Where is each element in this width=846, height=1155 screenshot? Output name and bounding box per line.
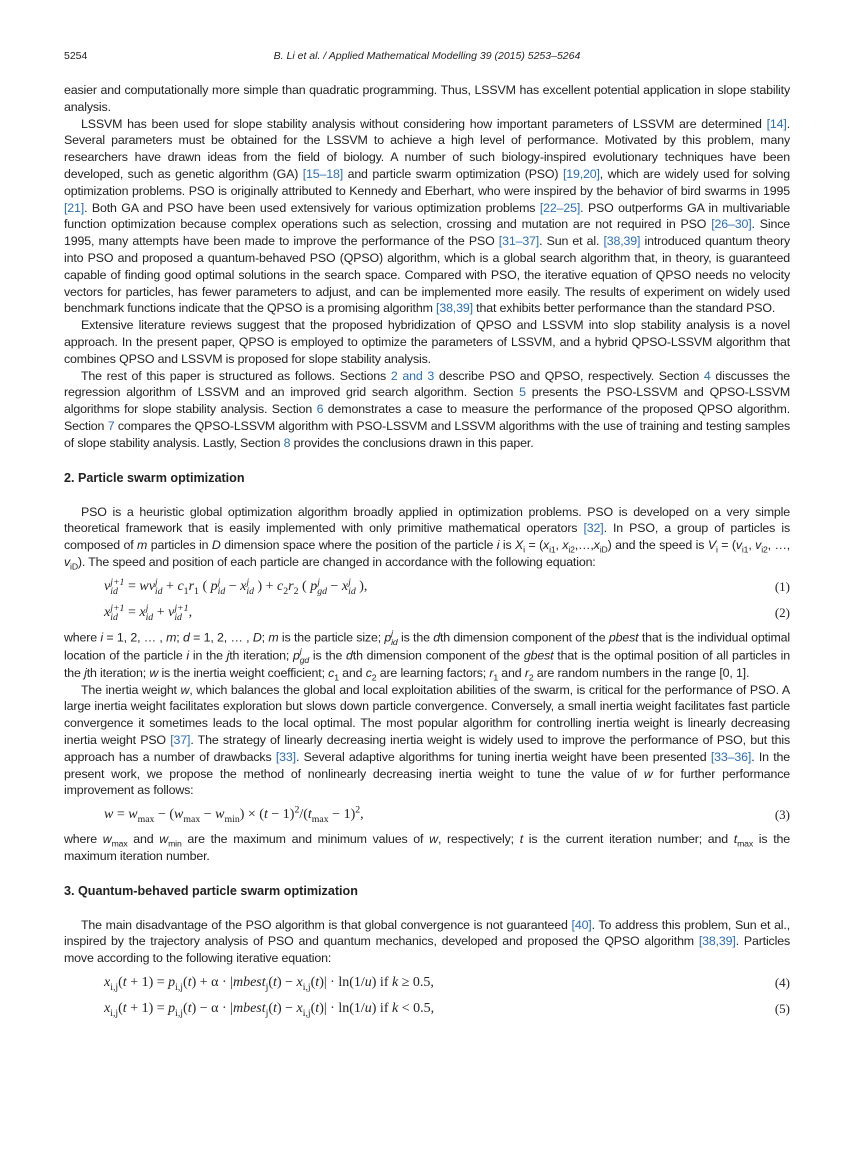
sub-superscript [174, 604, 188, 622]
text-run: and [498, 665, 525, 680]
math-variable: w [429, 832, 438, 847]
text-run: th dimension component of the [352, 648, 524, 662]
text-run: = ( [524, 538, 544, 553]
math-variable: w [102, 832, 112, 847]
math-variable: t [122, 975, 127, 991]
text-run: ) − [276, 975, 297, 991]
superscript: j [246, 576, 250, 588]
math-variable: wv [139, 578, 155, 594]
subscript: i,j [302, 981, 311, 993]
text-run: − [225, 578, 241, 594]
subscript: i2 [761, 544, 768, 555]
superscript: j+1 [110, 602, 125, 614]
subscript: i,j [302, 1007, 311, 1019]
text-run: = ( [717, 538, 736, 553]
subscript: 1 [334, 672, 339, 683]
math-variable: p [293, 648, 300, 662]
reference-link[interactable]: [21] [64, 200, 85, 215]
superscript: j+1 [110, 576, 125, 588]
math-variable: gbest [523, 648, 554, 662]
text-run: , respectively; [437, 832, 520, 847]
section-heading: 2. Particle swarm optimization [64, 470, 245, 485]
math-variable: w [149, 665, 159, 680]
text-run: LSSVM has been used for slope stability analysis without considering how important parameters of LSSVM are determined [81, 116, 767, 131]
text-run: ) and the speed is [607, 538, 708, 553]
subscript: 2 [528, 672, 534, 683]
text-run: = [124, 604, 140, 620]
text-run: , which are widely used for solving optimization problems. PSO is originally attributed to Kennedy and Eberhart, who were inspired by the behavior of bird swarms in 1995 [64, 166, 790, 198]
text-run: ( [118, 975, 123, 991]
reference-link[interactable]: [33] [275, 749, 296, 764]
math-variable: t [733, 832, 738, 847]
text-run: . Particles move according to the following iterative equation: [64, 934, 790, 966]
text-run: is the inertia weight coefficient; [158, 665, 329, 680]
math-variable: w [159, 832, 169, 847]
superscript: j [217, 576, 221, 588]
superscript: 2 [294, 804, 300, 816]
reference-link[interactable]: 8 [283, 435, 291, 450]
running-header [64, 50, 790, 66]
subscript: id [110, 585, 118, 597]
text-run: − 1) [267, 807, 295, 823]
reference-link[interactable]: [40] [571, 917, 592, 932]
text-run: is the [397, 630, 434, 644]
reference-link[interactable]: [37] [170, 732, 191, 747]
subscript: id [145, 611, 154, 623]
math-variable: t [187, 1001, 192, 1017]
article-body [64, 82, 790, 1019]
text-run: is the maximum iteration number. [64, 832, 790, 863]
text-run: ; [261, 630, 269, 644]
math-variable: V [707, 538, 716, 553]
subscript: id [174, 611, 182, 623]
superscript: j [154, 576, 158, 588]
text-run: ( [310, 1001, 316, 1017]
text-run: for further performance improvement as follows: [64, 766, 790, 798]
text-run: . Several parameters must be obtained for the LSSVM to achieve a high level of performance. Motivated by this problem, many researchers have drawn ideas from the field of biology. A number of such biology-inspired evolutionary techniques have been developed, such as genetic algorithm (GA) [64, 116, 790, 181]
page-number: 5254 [64, 50, 88, 62]
text-run: + [153, 604, 169, 620]
text-run: . Both GA and PSO have been used extensively for various optimization problems [84, 200, 540, 215]
text-run: that is the individual optimal location of the particle [64, 630, 790, 662]
text-run: − [200, 807, 216, 823]
math-variable: t [307, 807, 312, 823]
math-variable: i [100, 630, 104, 644]
sub-superscript [155, 578, 163, 596]
subscript: 1 [183, 585, 189, 597]
math-variable: m [166, 630, 177, 644]
text-run: − 1) [328, 807, 356, 823]
reference-link[interactable]: 2 and 3 [390, 368, 435, 383]
subscript: max [737, 838, 753, 849]
subscript: i1 [549, 544, 556, 555]
text-run: + 1) = [126, 975, 169, 991]
superscript: j [299, 645, 302, 656]
math-variable: c [328, 665, 335, 680]
text-run: /( [299, 807, 308, 823]
math-variable: w [643, 766, 653, 781]
subscript: i1 [741, 544, 749, 555]
text-run: . Since 1995, many attempts have been made to improve the performance of the PSO [64, 217, 790, 249]
reference-link[interactable]: [38,39] [603, 234, 641, 249]
subscript: max [111, 838, 128, 849]
text-run: ( [118, 1001, 123, 1017]
text-run: = 1, 2, … , [189, 630, 253, 644]
text-run: discusses the regression algorithm of LSSVM and an improved grid search algorithm. Section [64, 368, 790, 400]
text-run: ) + [253, 578, 278, 594]
math-variable: pbest [608, 630, 639, 644]
reference-link[interactable]: [19,20] [562, 166, 600, 181]
paragraph [64, 504, 790, 571]
text-run: ( [298, 578, 311, 594]
text-run: The main disadvantage of the PSO algorithm is that global convergence is not guaranteed [81, 917, 572, 932]
math-variable: x [296, 1001, 303, 1017]
subscript: gd [317, 585, 327, 597]
paragraph [64, 682, 790, 800]
math-variable: k [391, 975, 399, 991]
reference-link[interactable]: [38,39] [698, 934, 736, 949]
text-run: ( [268, 975, 274, 991]
paragraph [64, 917, 790, 967]
section-heading: 3. Quantum-behaved particle swarm optimization [64, 883, 358, 898]
text-run: and [338, 665, 366, 680]
text-run: PSO is a heuristic global optimization algorithm broadly applied in optimization problems. PSO is developed on a very simple theoretical framework that is easily implemented with only primitive mathematical operators [64, 504, 790, 536]
math-variable: t [315, 975, 320, 991]
equation-number: (5) [774, 1001, 790, 1017]
text-run: ≥ 0.5, [398, 975, 434, 991]
text-run: − [327, 578, 342, 594]
superscript: 2 [355, 804, 361, 816]
reference-link[interactable]: [26–30] [711, 217, 752, 232]
text-run: th iteration; [86, 665, 150, 680]
reference-link[interactable]: [15–18] [302, 166, 344, 181]
equation-number: (3) [774, 807, 790, 823]
math-variable: t [519, 832, 524, 847]
text-run: < 0.5, [398, 1001, 435, 1017]
math-variable: v [735, 538, 742, 553]
text-run: − ( [154, 807, 175, 823]
text-run: demonstrates a case to measure the performance of the proposed QPSO algorithm. Section [64, 402, 790, 433]
subscript: max [311, 813, 329, 825]
reference-link[interactable]: [38,39] [436, 301, 473, 316]
subscript: j [265, 981, 269, 993]
paragraph [64, 82, 790, 116]
math-variable: mbest [232, 1001, 266, 1017]
math-variable: c [177, 578, 184, 594]
math-variable: x [562, 538, 569, 553]
text-run: . Sun et al. [539, 234, 604, 249]
subscript: i [523, 544, 525, 555]
text-run: and [127, 832, 160, 847]
text-run: particles in [147, 538, 212, 553]
text-run: )| · ln(1/ [319, 1001, 365, 1017]
equation-number: (2) [774, 604, 790, 620]
text-run: The rest of this paper is structured as follows. Sections [81, 368, 391, 383]
superscript: j [348, 576, 351, 588]
subscript: 2 [293, 585, 299, 597]
reference-link[interactable]: 5 [519, 385, 526, 400]
subscript: i,j [175, 981, 184, 993]
math-variable: p [168, 1001, 176, 1017]
text-run: ) − [276, 1001, 297, 1017]
text-run: = [113, 807, 129, 823]
text-run: Extensive literature reviews suggest that the proposed hybridization of QPSO and LSSVM into slop stability analysis is a novel approach. In the present paper, QPSO is employed to optimize the parameters of LSSVM, and a hybrid QPSO-LSSVM algorithm that combines QPSO and LSSVM is proposed for slope stability analysis. [64, 318, 790, 366]
math-variable: d [346, 648, 353, 662]
text-run: . In PSO, a group of particles is composed of [64, 521, 790, 553]
text-run: ). The speed and position of each particle are changed in accordance with the following equation: [77, 554, 596, 569]
text-run: = 1, 2, … , [103, 630, 167, 644]
math-variable: j [226, 648, 230, 662]
text-run: ( [310, 975, 316, 991]
math-variable: w [180, 682, 190, 697]
math-variable: r [188, 578, 195, 594]
text-run: in the [189, 648, 227, 662]
superscript: j [317, 576, 320, 588]
math-variable: c [277, 578, 284, 594]
math-variable: p [168, 975, 176, 991]
math-variable: v [168, 604, 175, 620]
subscript: id [246, 585, 254, 597]
math-variable: x [240, 578, 247, 594]
equation [64, 805, 790, 825]
text-run: The inertia weight [81, 682, 181, 697]
superscript: j [391, 627, 393, 638]
text-run: presents the PSO-LSSVM and QPSO-LSSVM algorithms for slope stability analysis. Section [64, 385, 791, 417]
paragraph [64, 317, 790, 367]
reference-link[interactable]: [22–25] [539, 200, 581, 215]
math-variable: w [174, 807, 184, 823]
math-variable: x [104, 1001, 111, 1017]
text-run: ) if [371, 975, 392, 991]
text-run: . To address this problem, Sun et al., inspired by the trajectory analysis of PSO and quantum mechanics, developed and proposed the QPSO algorithm [64, 917, 790, 949]
text-run: + 1) = [126, 1001, 169, 1017]
math-variable: i [496, 538, 500, 553]
text-run: where [64, 630, 101, 644]
subscript: i,j [110, 981, 119, 993]
text-run: = [124, 578, 140, 594]
reference-link[interactable]: 7 [107, 418, 115, 433]
text-run: and particle swarm optimization (PSO) [343, 166, 563, 181]
reference-link[interactable]: [32] [583, 521, 604, 536]
text-run: . In the present work, we propose the method of nonlinearly decreasing inertia weight to tune the value of [64, 749, 790, 781]
equation [64, 999, 790, 1019]
text-run: is [499, 538, 516, 553]
superscript: j+1 [174, 602, 189, 614]
sub-superscript [246, 578, 254, 596]
math-variable: x [104, 604, 111, 620]
text-run: th iteration; [229, 648, 293, 662]
math-variable: X [515, 538, 524, 553]
math-variable: d [433, 630, 440, 644]
text-run: is the current iteration number; and [523, 832, 734, 847]
text-run: are random numbers in the range [0, 1]. [533, 665, 750, 680]
math-variable: D [252, 630, 262, 644]
text-run: th dimension component of the [439, 630, 609, 644]
sub-superscript [110, 604, 124, 622]
subscript: 1 [194, 585, 199, 597]
equation-number: (4) [774, 975, 790, 991]
subscript: i [715, 544, 718, 555]
subscript: id [391, 636, 398, 647]
math-variable: i [186, 648, 190, 662]
text-run: . Several adaptive algorithms for tuning inertia weight have been presented [295, 749, 711, 764]
text-run: ( [183, 975, 188, 991]
subscript: 2 [283, 585, 289, 597]
journal-citation: B. Li et al. / Applied Mathematical Modelling 39 (2015) 5253–5264 [273, 50, 581, 62]
math-variable: v [755, 538, 762, 553]
subscript: 2 [371, 672, 377, 683]
math-variable: k [391, 1001, 399, 1017]
reference-link[interactable]: 6 [316, 402, 324, 417]
math-variable: t [273, 975, 277, 991]
sub-superscript [348, 578, 356, 596]
subscript: j [265, 1007, 269, 1019]
text-run: ; [176, 630, 183, 644]
paper-page [64, 50, 790, 1025]
math-variable: w [215, 807, 225, 823]
math-variable: t [273, 1001, 277, 1017]
reference-link[interactable]: [31–37] [498, 234, 540, 249]
text-run: are learning factors; [376, 665, 490, 680]
math-variable: r [489, 665, 494, 680]
math-variable: m [268, 630, 279, 644]
math-variable: p [310, 578, 318, 594]
text-run: . The strategy of linearly decreasing inertia weight is widely used to improve the performance of PSO, but this approach has a number of drawbacks [64, 732, 790, 764]
math-variable: m [137, 538, 148, 553]
text-run: ) − α · | [191, 1001, 233, 1017]
text-run: , …, [767, 538, 791, 553]
text-run: dimension space where the position of the particle [220, 538, 497, 553]
equation-number: (1) [774, 578, 790, 594]
math-variable: r [524, 665, 529, 680]
subscript: id [154, 585, 163, 597]
math-variable: u [364, 975, 372, 991]
subscript: max [137, 813, 155, 825]
subscript: id [348, 585, 356, 597]
equation [64, 973, 790, 993]
text-run: are the maximum and minimum values of [181, 832, 430, 847]
text-run: . PSO outperforms GA in multivariable function optimization because complex operations such as selection, crossing and mutation are not required in PSO [64, 200, 791, 232]
math-variable: v [104, 578, 111, 594]
text-run: easier and computationally more simple than quadratic programming. Thus, LSSVM has excellent potential application in slope stability analysis. [64, 83, 790, 114]
math-variable: t [187, 975, 192, 991]
math-variable: d [182, 630, 190, 644]
math-variable: t [122, 1001, 127, 1017]
math-variable: x [543, 538, 550, 553]
subscript: 1 [493, 672, 499, 683]
equation [64, 577, 790, 597]
math-variable: x [296, 975, 303, 991]
subscript: min [224, 813, 240, 825]
subscript: i,j [110, 1007, 119, 1019]
reference-link[interactable]: [33–36] [710, 749, 752, 764]
text-run: ( [268, 1001, 274, 1017]
subscript: iD [70, 561, 78, 572]
text-run: ( [183, 1001, 188, 1017]
text-run: , which balances the global and local exploitation abilities of the swarm, is critical for the performance of PSO. A large inertia weight facilitates exploration but slows down particle convergence. Conversely, a small inertia weight facilitates fast particle convergence it sometimes leads to the local optimal. The most popular algorithm for controlling inertia weight is linearly decreasing inertia weight PSO [64, 682, 790, 747]
paragraph [64, 629, 790, 682]
math-variable: D [211, 538, 221, 553]
paragraph [64, 368, 790, 452]
math-variable: x [593, 538, 600, 553]
text-run: ,…, [574, 538, 594, 553]
text-run: )| · ln(1/ [319, 975, 365, 991]
paragraph [64, 831, 790, 865]
text-run: describe PSO and QPSO, respectively. Section [434, 368, 704, 383]
math-variable: x [341, 578, 349, 594]
math-variable: c [365, 665, 372, 680]
text-run: ( [198, 578, 211, 594]
subscript: id [110, 611, 118, 623]
text-run: , [188, 604, 193, 620]
text-run: introduced quantum theory into PSO and proposed a quantum-behaved PSO (QPSO) algorithm, which is a global search algorithm that, in theory, is guaranteed capable of finding good optimal solutions in the search space. Compared with PSO, the iterative equation of QPSO needs no velocity vectors for particles, has fewer parameters to adjust, and can be implemented more easily. The results of experiment on widely used benchmark functions indicate that the QPSO is a promising algorithm [64, 234, 790, 316]
sub-superscript [110, 578, 124, 596]
text-run: that exhibits better performance than the standard PSO. [472, 301, 776, 316]
subscript: i2 [568, 544, 575, 555]
math-variable: j [84, 665, 87, 680]
math-variable: w [128, 807, 138, 823]
text-run: ) × ( [239, 807, 264, 823]
subscript: iD [599, 544, 608, 555]
text-run: that is the optimal position of all particles in the [64, 648, 790, 680]
sub-superscript [317, 578, 327, 596]
subscript: min [168, 838, 182, 849]
math-variable: t [263, 807, 268, 823]
text-run: ), [355, 578, 368, 594]
subscript: i,j [175, 1007, 184, 1019]
sub-superscript [300, 647, 309, 665]
text-run: is the particle size; [278, 630, 385, 644]
subscript: gd [299, 654, 310, 665]
text-run: is the [309, 648, 347, 662]
text-run: compares the QPSO-LSSVM algorithm with PSO-LSSVM and LSSVM algorithms with the use of training and testing samples of slope stability analysis. Lastly, Section [64, 418, 790, 450]
text-run: , [748, 538, 756, 553]
text-run: + [162, 578, 178, 594]
math-variable: t [315, 1001, 320, 1017]
subscript: id [217, 585, 226, 597]
math-variable: v [64, 554, 71, 569]
paragraph [64, 116, 790, 318]
math-variable: p [384, 630, 392, 644]
math-variable: w [104, 807, 114, 823]
text-run: ) + α · | [191, 975, 233, 991]
math-variable: x [104, 975, 111, 991]
math-variable: u [364, 1001, 372, 1017]
text-run: , [360, 807, 364, 823]
math-variable: r [288, 578, 294, 594]
math-variable: mbest [232, 975, 266, 991]
equation [64, 603, 790, 623]
math-variable: x [139, 604, 146, 620]
reference-link[interactable]: [14] [766, 116, 787, 131]
text-run: provides the conclusions drawn in this paper. [290, 435, 534, 450]
superscript: j [145, 602, 149, 614]
text-run: where [64, 832, 103, 847]
subscript: max [183, 813, 201, 825]
reference-link[interactable]: 4 [703, 368, 711, 383]
text-run: , [555, 538, 563, 553]
math-variable: p [210, 578, 218, 594]
text-run: ) if [371, 1001, 392, 1017]
